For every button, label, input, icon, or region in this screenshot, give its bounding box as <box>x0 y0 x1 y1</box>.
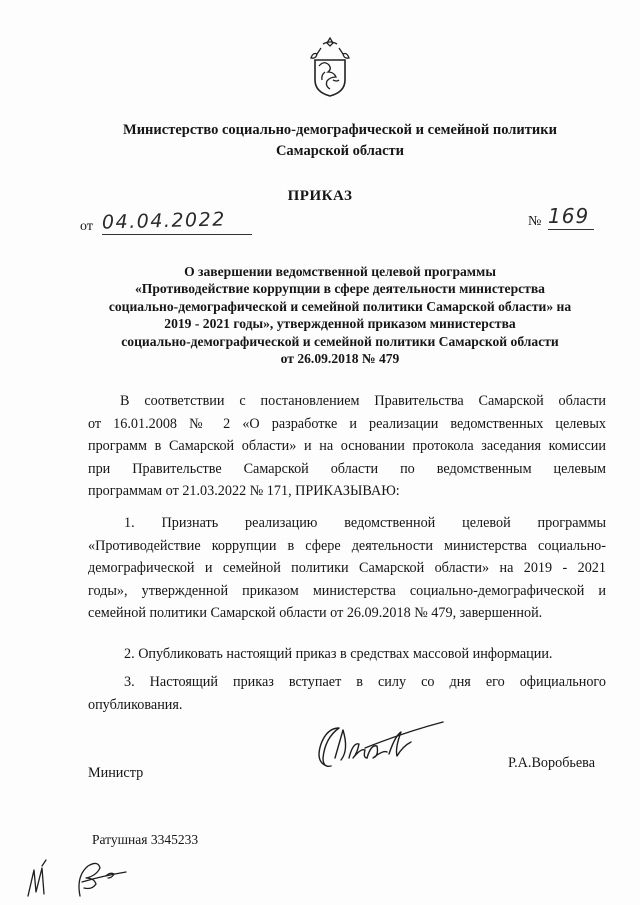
text-line: В соответствии с постановлением Правительства Самарской области <box>120 393 606 409</box>
subject-line: от 26.09.2018 № 479 <box>280 351 400 367</box>
text-line: 2. Опубликовать настоящий приказ в средствах массовой информации. <box>124 646 553 662</box>
order-item-1 <box>88 512 606 625</box>
executor-contact: Ратушная 3345233 <box>92 832 199 847</box>
ministry-line-2: Самарской области <box>275 143 405 159</box>
number-handwritten: 169 <box>548 204 590 228</box>
text-line: годы», утвержденной приказом министерства социально-демографической и <box>88 582 606 599</box>
order-item-2 <box>88 643 606 666</box>
approval-initials <box>22 858 142 900</box>
preamble-paragraph <box>88 390 606 503</box>
signatory-name: Р.А.Воробьева <box>508 755 595 771</box>
order-subject <box>80 263 600 367</box>
text-line: от 16.01.2008 № 2 «О разработке и реализации ведомственных целевых <box>88 415 606 432</box>
text-line: программ в Самарской области» и на основании протокола заседания комиссии <box>88 438 606 454</box>
text-line: демографической и семейной политики Самарской области» на 2019 - 2021 <box>88 560 606 576</box>
signatory-position: Министр <box>88 765 144 781</box>
text-line: при Правительстве Самарской области по ведомственным целевым <box>88 460 606 477</box>
subject-line: социально-демографической и семейной политики Самарской области» на <box>108 298 572 314</box>
subject-line: «Противодействие коррупции в сфере деятельности министерства <box>135 281 545 297</box>
ministry-heading <box>80 120 600 162</box>
document-type-title: ПРИКАЗ <box>287 188 353 204</box>
text-line: программам от 21.03.2022 № 171, ПРИКАЗЫВАЮ: <box>88 483 400 499</box>
order-item-3 <box>88 671 606 716</box>
order-date <box>80 210 260 238</box>
handwritten-signature <box>305 718 445 778</box>
order-number <box>528 204 608 234</box>
text-line: «Противодействие коррупции в сфере деятельности министерства социально- <box>88 537 606 554</box>
subject-line: О завершении ведомственной целевой программы <box>184 264 496 279</box>
text-line: 1. Признать реализацию ведомственной целевой программы <box>124 515 606 531</box>
date-handwritten: 04.04.2022 <box>101 208 227 234</box>
subject-line: социально-демографической и семейной политики Самарской области <box>121 333 559 349</box>
text-line: опубликования. <box>88 696 183 713</box>
ministry-line-1: Министерство социально-демографической и семейной политики <box>123 122 557 138</box>
date-prefix: от <box>80 219 93 234</box>
date-underline <box>102 234 252 235</box>
text-line: семейной политики Самарской области от 26.09.2018 № 479, завершенной. <box>88 605 543 621</box>
subject-line: 2019 - 2021 годы», утвержденной приказом министерства <box>164 316 516 332</box>
coat-of-arms-emblem <box>303 36 357 100</box>
text-line: 3. Настоящий приказ вступает в силу со дня его официального <box>124 674 606 690</box>
number-prefix: № <box>528 214 542 229</box>
number-underline <box>548 229 594 230</box>
